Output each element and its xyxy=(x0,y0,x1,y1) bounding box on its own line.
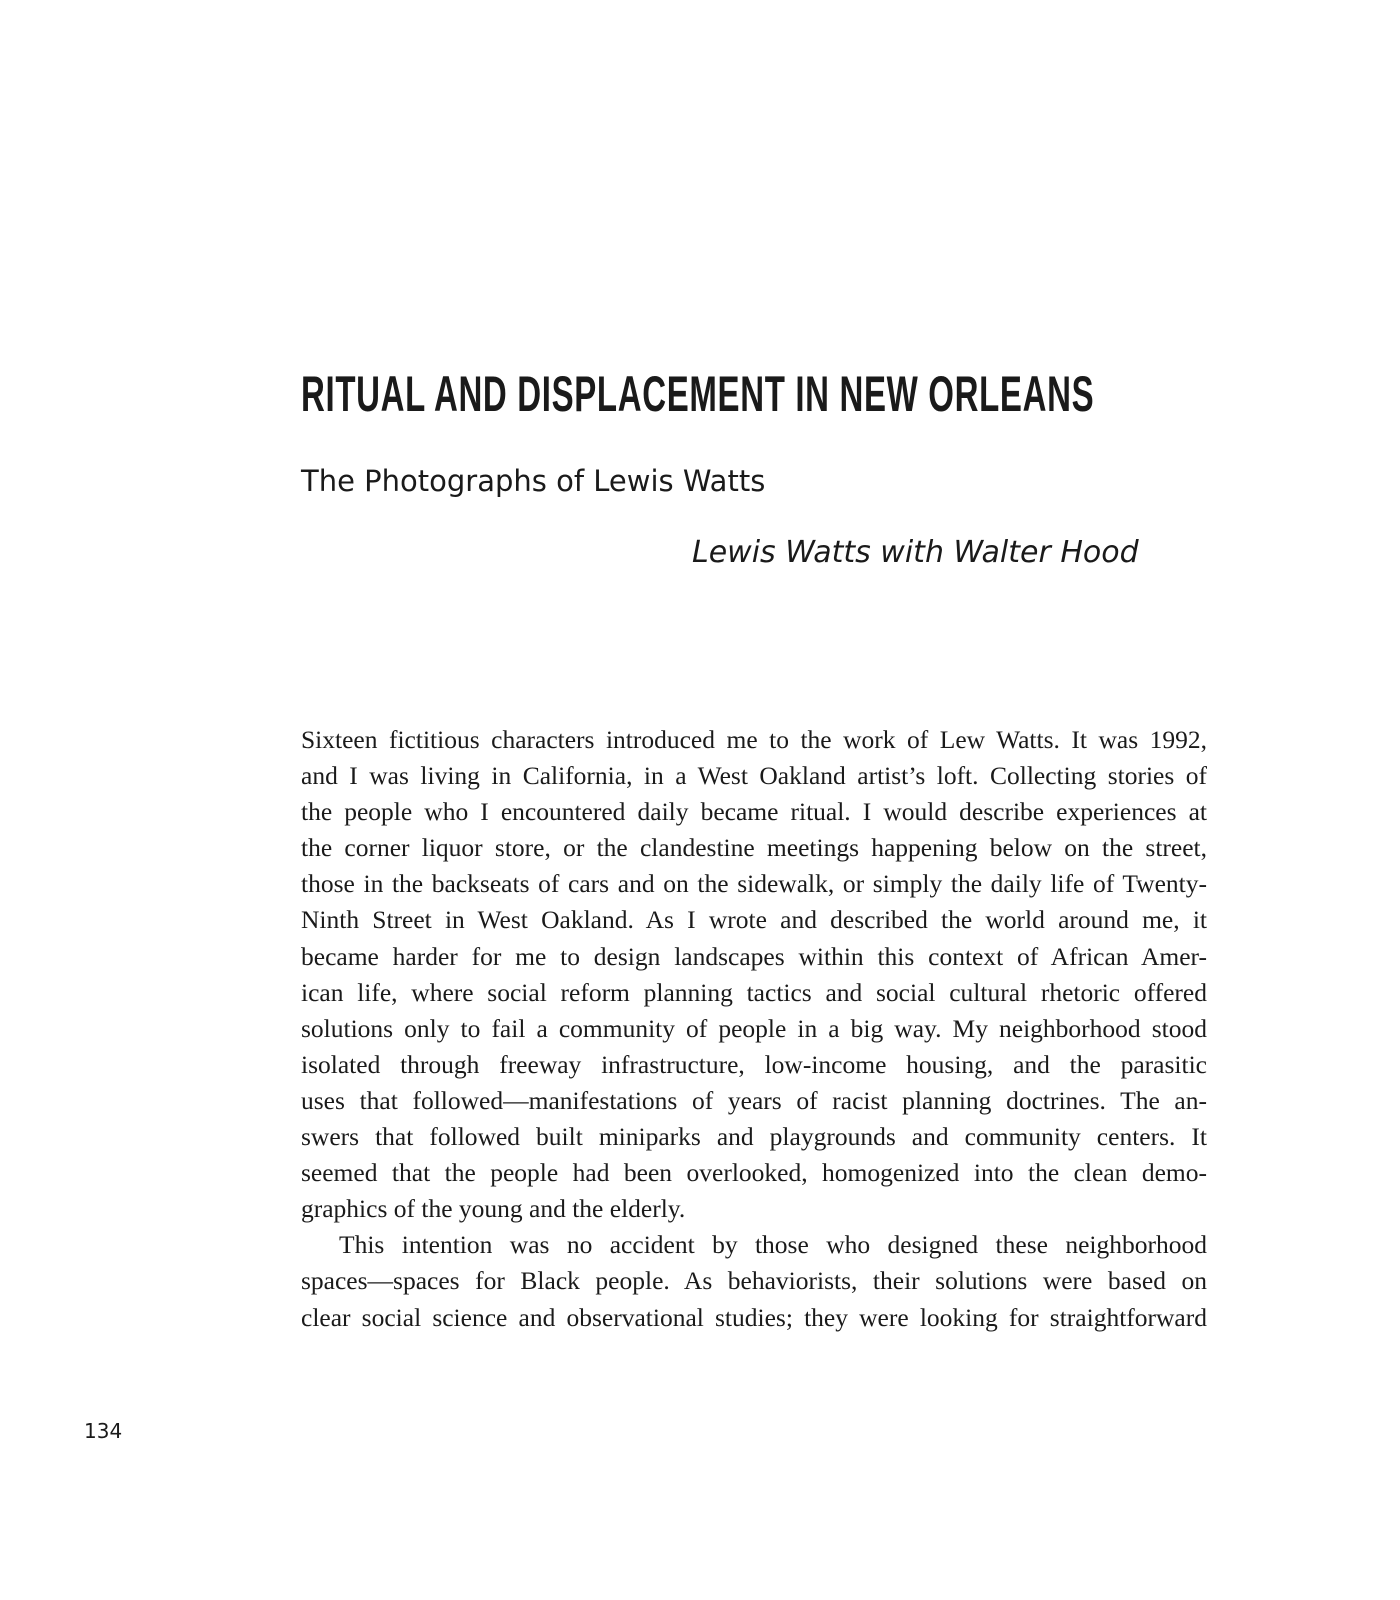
chapter-subtitle: The Photographs of Lewis Watts xyxy=(301,464,766,498)
chapter-title: RITUAL AND DISPLACEMENT IN NEW ORLEANS xyxy=(301,366,1095,422)
text-line: uses that followed—manifestations of years of racist planning doctrines. The an- xyxy=(301,1085,1207,1115)
text-line: Sixteen fictitious characters introduced me to the work of Lew Watts. It was 1992, xyxy=(301,725,1207,754)
text-line-content: This intention was no accident by those who designed these neighborhood xyxy=(339,1230,1207,1260)
text-line: became harder for me to design landscapes within this context of African Amer- xyxy=(301,941,1207,971)
text-line: ican life, where social reform planning tactics and social cultural rhetoric offered xyxy=(301,977,1207,1007)
text-line: the people who I encountered daily became ritual. I would describe experiences at xyxy=(301,797,1207,827)
chapter-author: Lewis Watts with Walter Hood xyxy=(692,535,1139,570)
text-line-indented xyxy=(301,1227,1207,1263)
paragraph-1 xyxy=(301,722,1207,1227)
text-line: those in the backseats of cars and on the sidewalk, or simply the daily life of Twenty- xyxy=(301,869,1207,899)
text-line: graphics of the young and the elderly. xyxy=(301,1194,686,1224)
paragraph-2 xyxy=(301,1227,1207,1335)
text-line: the corner liquor store, or the clandestine meetings happening below on the street, xyxy=(301,833,1207,863)
text-line: isolated through freeway infrastructure, low-income housing, and the parasitic xyxy=(301,1049,1207,1079)
page-number: 134 xyxy=(84,1419,123,1443)
text-line: and I was living in California, in a West Oakland artist’s loft. Collecting stories of xyxy=(301,761,1207,791)
text-line: solutions only to fail a community of people in a big way. My neighborhood stood xyxy=(301,1013,1207,1043)
text-line: seemed that the people had been overlooked, homogenized into the clean demo- xyxy=(301,1158,1207,1188)
text-line: clear social science and observational studies; they were looking for straightforward xyxy=(301,1302,1207,1332)
text-line: swers that followed built miniparks and playgrounds and community centers. It xyxy=(301,1122,1207,1152)
body-text xyxy=(301,722,1207,1336)
text-line: spaces—spaces for Black people. As behaviorists, their solutions were based on xyxy=(301,1266,1207,1296)
text-line: Ninth Street in West Oakland. As I wrote and described the world around me, it xyxy=(301,905,1207,935)
